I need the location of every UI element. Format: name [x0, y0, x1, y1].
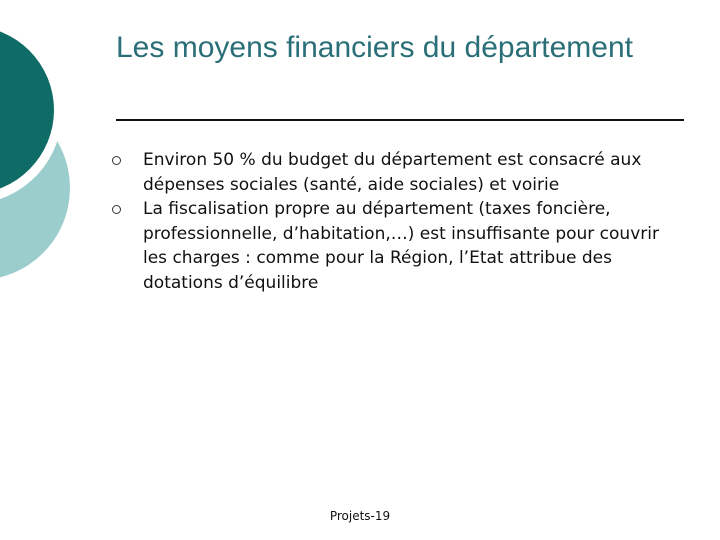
title-divider: [116, 119, 684, 121]
bullet-text: Environ 50 % du budget du département est consacré aux dépenses sociales (santé, aide sociales) et voirie: [143, 150, 642, 195]
bullet-item: [112, 197, 672, 295]
bullet-list: [112, 148, 672, 295]
slide-footer: Projets-19: [329, 509, 391, 523]
bullet-item: [112, 148, 672, 197]
decorative-circles: [0, 0, 120, 300]
hollow-circle-bullet-icon: [112, 156, 121, 165]
hollow-circle-bullet-icon: [112, 205, 121, 214]
slide-title: Les moyens financiers du département: [116, 31, 633, 64]
bullet-text: La fiscalisation propre au département (taxes foncière, professionnelle, d’habitation,…) est insuffisante pour couvrir les charges : comme pour la Région, l’Etat attribue des dotations d’équilibre: [143, 199, 659, 293]
